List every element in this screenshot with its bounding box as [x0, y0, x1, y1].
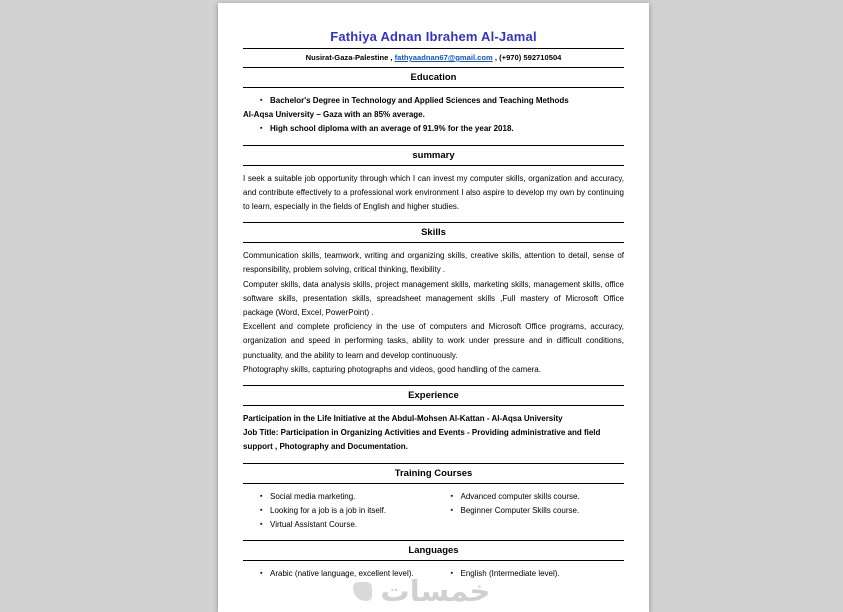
- skills-paragraph-1: Communication skills, teamwork, writing and organizing skills, creative skills, attention to detail, sense of responsibility, problem solving, critical thinking, flexibility .: [243, 251, 624, 275]
- contact-line: [243, 48, 624, 67]
- training-right-column: [434, 490, 625, 533]
- email-link[interactable]: fathyaadnan67@gmail.com: [394, 53, 493, 62]
- contact-phone: , (+970) 592710504: [492, 53, 562, 62]
- experience-line-1: Participation in the Life Initiative at the Abdul-Mohsen Al-Kattan - Al-Aqsa University: [243, 414, 563, 424]
- section-header-skills: Skills: [243, 222, 624, 243]
- education-bullet-2: ▪ High school diploma with an average of 91.9% for the year 2018.: [243, 122, 624, 136]
- training-item: ▪ Advanced computer skills course.: [434, 490, 625, 504]
- summary-paragraph: I seek a suitable job opportunity through which I can invest my computer skills, organization and accuracy, and contribute effectively to a professional work environment I also aspire to develop my own by continuing to learn, especially in the fields of English and higher studies.: [243, 173, 624, 212]
- language-item: ▪ Arabic (native language, excellent level).: [243, 567, 434, 581]
- training-item: ▪ Virtual Assistant Course.: [243, 518, 434, 532]
- section-skills: [243, 243, 624, 385]
- skills-paragraph-4: Photography skills, capturing photographs and videos, good handling of the camera.: [243, 364, 541, 374]
- section-header-experience: Experience: [243, 385, 624, 406]
- section-languages: [243, 561, 624, 589]
- khamsat-watermark-text: خمسات: [380, 574, 491, 608]
- training-item: ▪ Looking for a job is a job in itself.: [243, 504, 434, 518]
- education-line-1: Al-Aqsa University – Gaza with an 85% average.: [243, 110, 425, 120]
- section-summary: [243, 166, 624, 223]
- training-item: ▪ Social media marketing.: [243, 490, 434, 504]
- section-experience: [243, 406, 624, 463]
- resume-name: Fathiya Adnan Ibrahem Al-Jamal: [330, 29, 537, 44]
- education-bullet-1: ▪ Bachelor's Degree in Technology and Applied Sciences and Teaching Methods: [243, 94, 624, 108]
- section-header-summary: summary: [243, 145, 624, 166]
- training-item: ▪ Beginner Computer Skills course.: [434, 504, 625, 518]
- skills-paragraph-2: Computer skills, data analysis skills, project management skills, marketing skills, management skills, office software skills, presentation skills, spreadsheet management skills ,Full mastery of Microsoft Office package (Word, Excel, PowerPoint) .: [243, 279, 624, 318]
- section-header-training: Training Courses: [243, 463, 624, 484]
- languages-right-column: [434, 567, 625, 581]
- languages-left-column: [243, 567, 434, 581]
- section-training: [243, 484, 624, 541]
- skills-paragraph-3: Excellent and complete proficiency in the use of computers and Microsoft Office programs, accuracy, organization and speed in performing tasks, ability to work under pressure and in difficult conditions, punctuality, and the ability to learn and develop continuously.: [243, 322, 624, 360]
- training-left-column: [243, 490, 434, 533]
- contact-location: Nusirat-Gaza-Palestine ,: [305, 53, 395, 62]
- language-item: ▪ English (Intermediate level).: [434, 567, 625, 581]
- section-education: [243, 88, 624, 145]
- resume-page: [218, 3, 649, 612]
- section-header-education: Education: [243, 67, 624, 88]
- section-header-languages: Languages: [243, 540, 624, 561]
- experience-line-2: Job Title: Participation in Organizing Activities and Events - Providing administrative and field support , Photography and Documentation.: [243, 428, 601, 452]
